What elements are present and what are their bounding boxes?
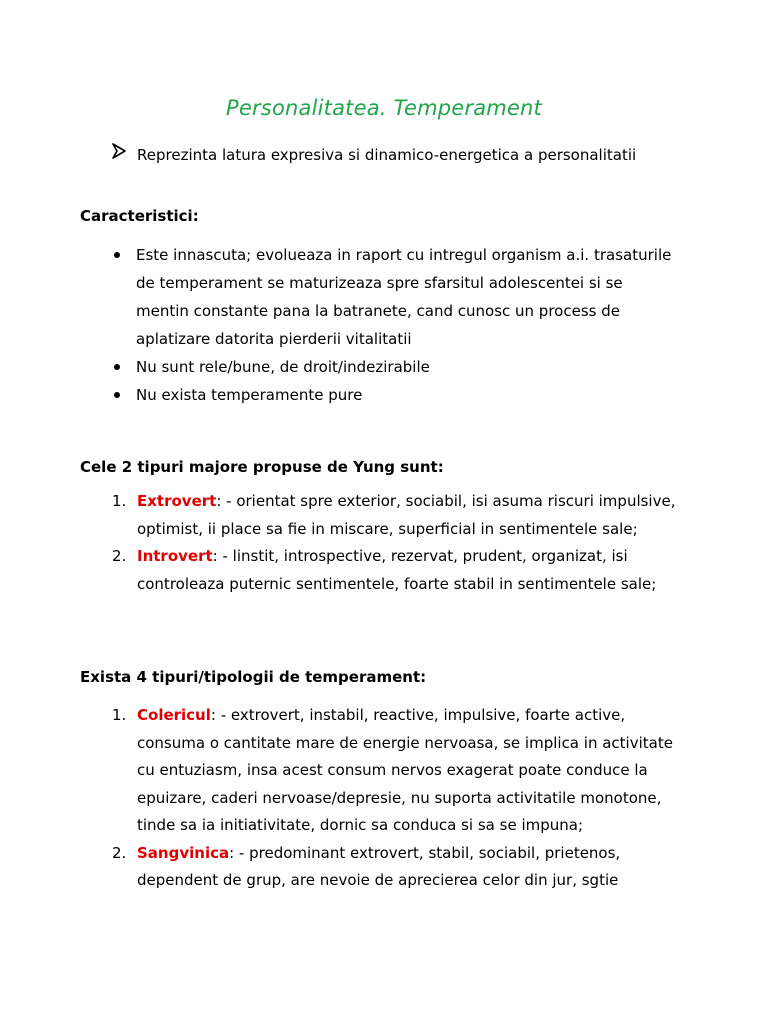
term-extrovert: Extrovert — [137, 492, 217, 510]
list-item — [112, 353, 672, 381]
list-item — [112, 241, 672, 353]
term-colericul: Colericul — [137, 706, 211, 724]
intro-item — [112, 142, 672, 169]
term-introvert: Introvert — [137, 547, 213, 565]
list-item — [112, 840, 692, 895]
list-item-text: Nu sunt rele/bune, de droit/indezirabile — [136, 358, 430, 376]
term-sangvinica: Sangvinica — [137, 843, 230, 862]
section-heading-yung: Cele 2 tipuri majore propuse de Yung sunt: — [80, 458, 444, 476]
temperament-types-list — [112, 702, 692, 895]
characteristics-list — [112, 241, 672, 409]
item-description: : - extrovert, instabil, reactive, impulsive, foarte active, consuma o cantitate mare de energie nervoasa, se implica in activitate cu entuziasm, insa acest consum nervos exagerat poate conduce la epuizare, caderi nervoase/depresie, nu suporta activitatile monotone, tinde sa ia initiativitate, dornic sa conduca si sa se impuna; — [137, 706, 673, 834]
section-heading-tipologii: Exista 4 tipuri/tipologii de temperament: — [80, 668, 427, 686]
yung-types-list — [112, 488, 692, 598]
list-item-text: Nu exista temperamente pure — [136, 386, 363, 404]
item-description: : - linstit, introspective, rezervat, prudent, organizat, isi controleaza puternic sentimentele, foarte stabil in sentimentele sale; — [137, 547, 657, 593]
section-heading-caracteristici: Caracteristici: — [80, 207, 199, 225]
page-title: Personalitatea. Temperament — [225, 96, 542, 120]
list-item — [112, 381, 672, 409]
item-description: : - predominant extrovert, stabil, sociabil, prietenos, dependent de grup, are nevoie de aprecierea celor din jur, sgtie — [137, 843, 621, 889]
item-description: : - orientat spre exterior, sociabil, isi asuma riscuri impulsive, optimist, ii place sa fie in miscare, superficial in sentimentele sale; — [137, 492, 676, 538]
bullet-dot-icon — [114, 392, 120, 398]
arrow-bullet-icon — [112, 143, 126, 159]
bullet-dot-icon — [114, 252, 120, 258]
item-number: 2. — [112, 843, 127, 862]
list-item — [112, 702, 692, 840]
item-number: 1. — [112, 492, 127, 510]
item-number: 1. — [112, 706, 127, 724]
intro-text: Reprezinta latura expresiva si dinamico-energetica a personalitatii — [137, 146, 637, 164]
list-item — [112, 543, 692, 598]
item-number: 2. — [112, 547, 127, 565]
list-item — [112, 488, 692, 543]
bullet-dot-icon — [114, 364, 120, 370]
list-item-text: Este innascuta; evolueaza in raport cu intregul organism a.i. trasaturile de temperament se maturizeaza spre sfarsitul adolescentei si se mentin constante pana la batranete, cand cunosc un process de aplatizare datorita pierderii vitalitatii — [136, 246, 672, 348]
